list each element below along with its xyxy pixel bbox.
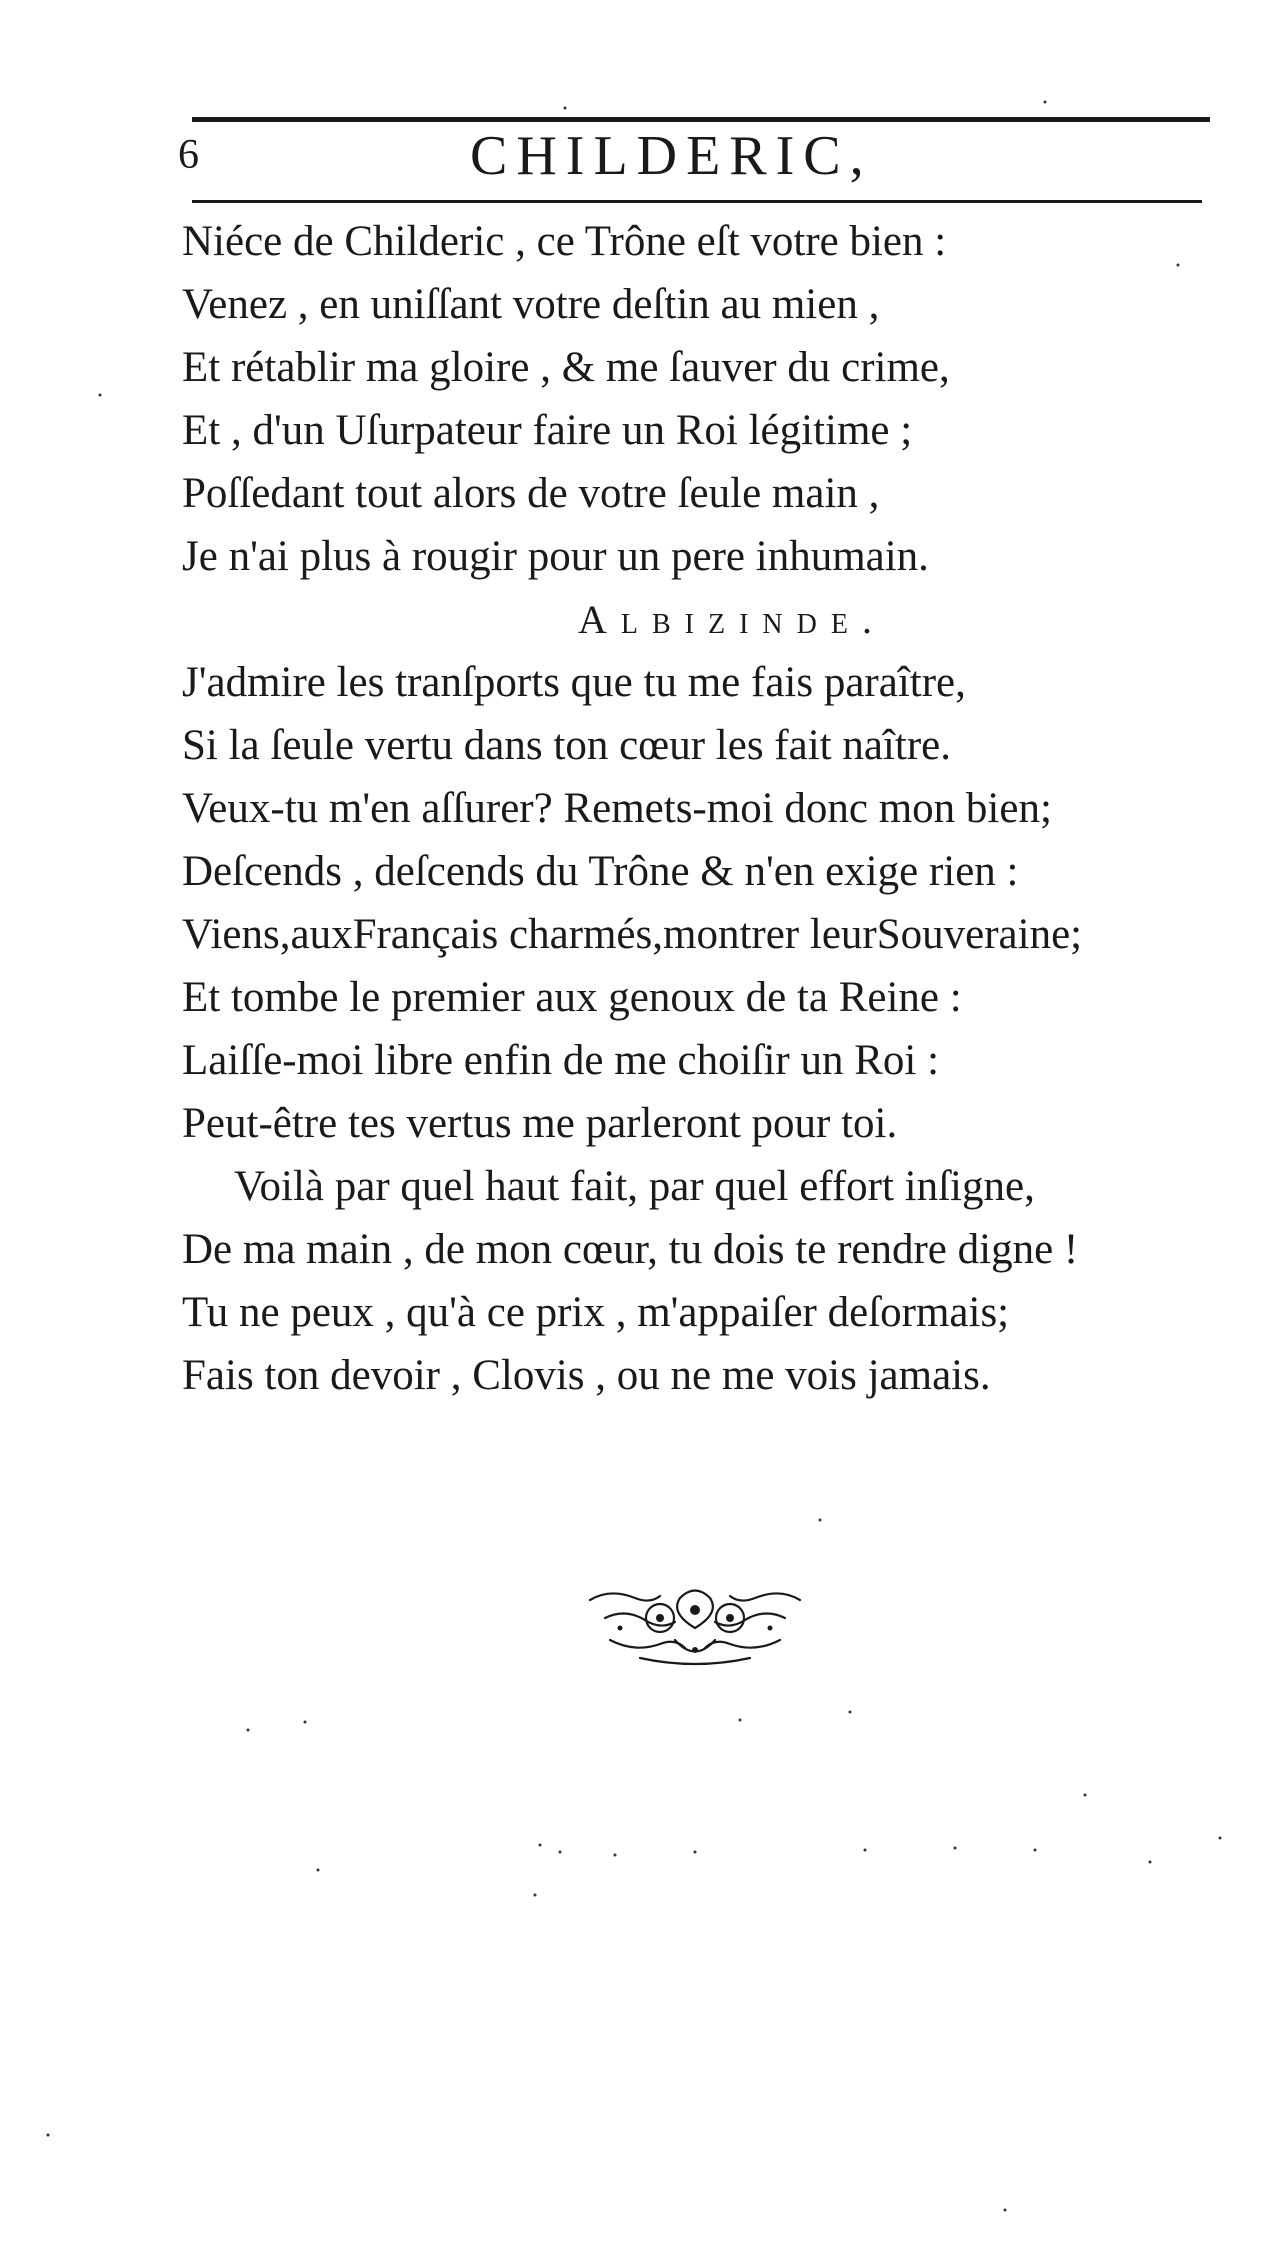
speaker-name: Albizinde. [578,597,886,642]
verse-line-indented: Voilà par quel haut fait, par quel effort inſigne, [234,1163,1035,1210]
verse-line: Deſcends , deſcends du Trône & n'en exige rien : [182,848,1019,895]
verse-line: Veux-tu m'en aſſurer? Remets-moi donc mon bien; [182,785,1052,832]
verse-line: Fais ton devoir , Clovis , ou ne me vois jamais. [182,1352,991,1399]
verse-line: Venez , en uniſſant votre deſtin au mien , [182,281,880,328]
verse-line: Poſſedant tout alors de votre ſeule main , [182,470,880,517]
running-title: CHILDERIC, [470,125,873,187]
verse-line: Si la ſeule vertu dans ton cœur les fait naître. [182,722,951,769]
verse-line: J'admire les tranſports que tu me fais paraître, [182,659,966,706]
verse-line: Niéce de Childeric , ce Trône eſt votre bien : [182,218,947,265]
verse-line: Peut-être tes vertus me parleront pour toi. [182,1100,898,1147]
floral-tailpiece-icon [580,1578,810,1668]
verse-line: Et , d'un Uſurpateur faire un Roi légitime ; [182,407,913,454]
page-number: 6 [178,132,199,178]
verse-line: Laiſſe-moi libre enfin de me choiſir un Roi : [182,1037,940,1084]
verse-line: Viens,auxFrançais charmés,montrer leurSouveraine; [182,911,1083,958]
header-rule-top [192,117,1210,122]
verse-line: Tu ne peux , qu'à ce prix , m'appaiſer deſormais; [182,1289,1010,1336]
header-rule-bottom [192,200,1202,203]
verse-block [182,210,1222,1407]
verse-line: Et tombe le premier aux genoux de ta Reine : [182,974,962,1021]
verse-line: Et rétablir ma gloire , & me ſauver du crime, [182,344,950,391]
verse-line: De ma main , de mon cœur, tu dois te rendre digne ! [182,1226,1079,1273]
verse-line: Je n'ai plus à rougir pour un pere inhumain. [182,533,929,580]
